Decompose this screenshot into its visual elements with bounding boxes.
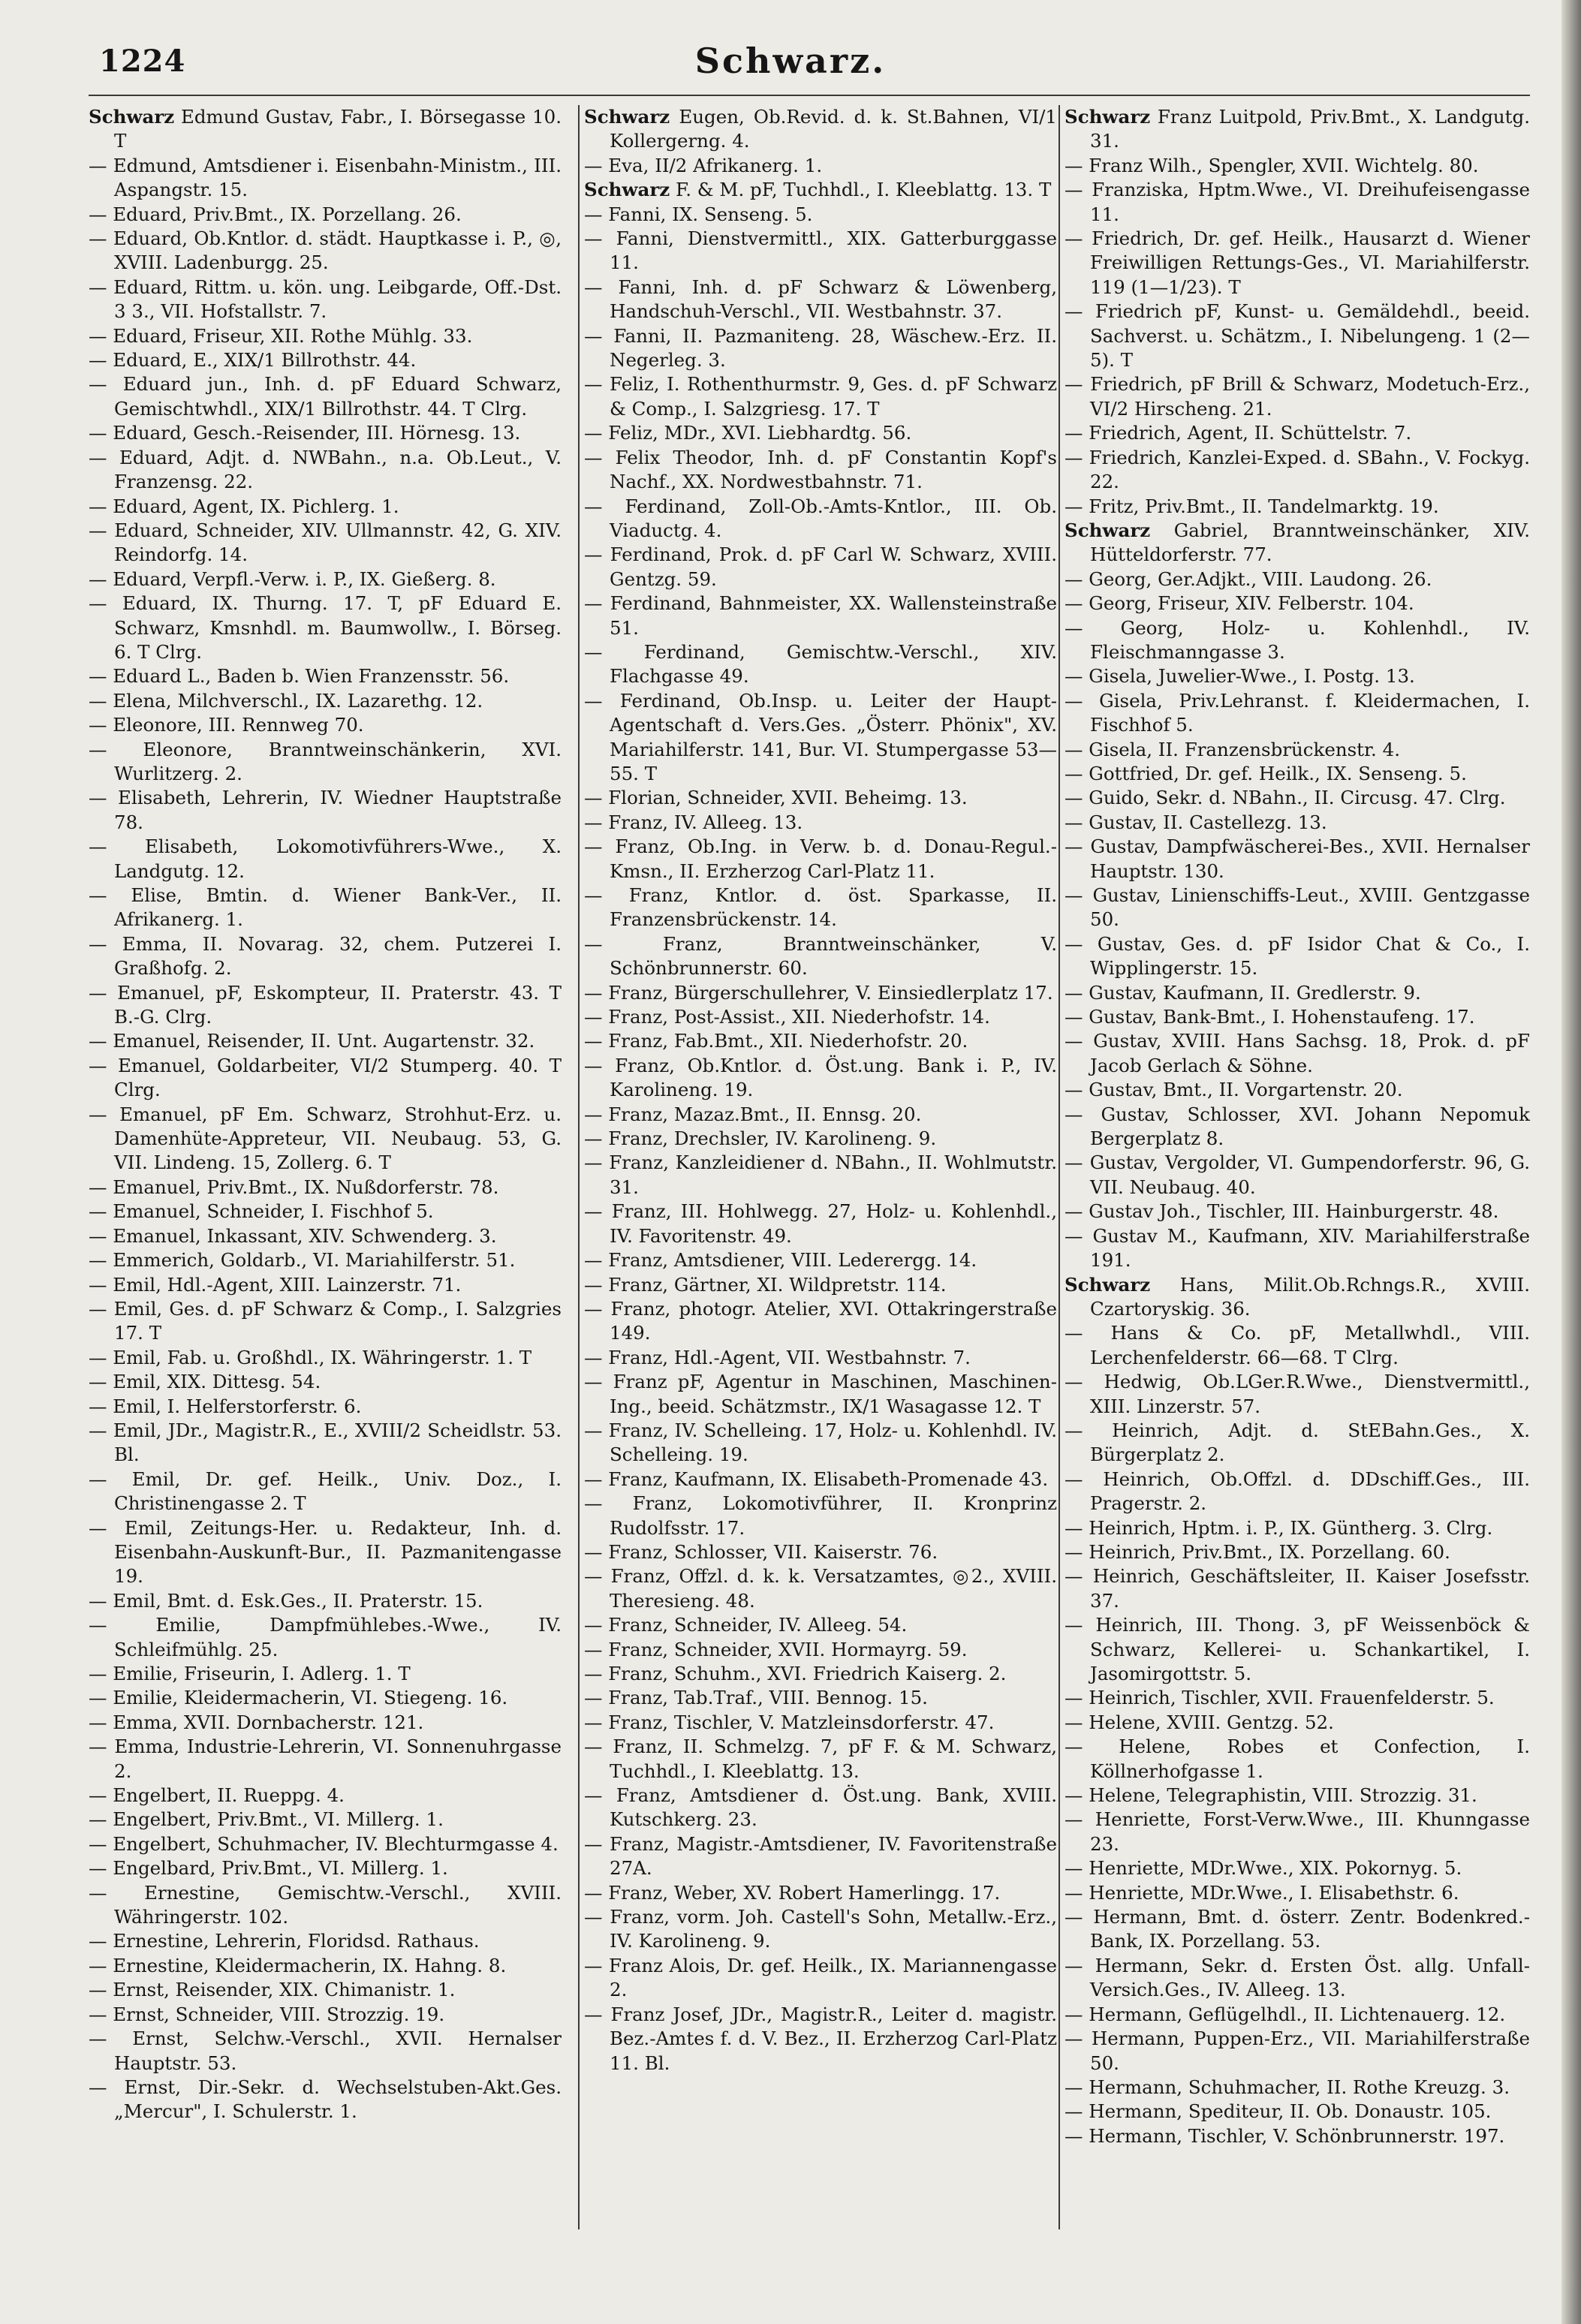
directory-entry: — Heinrich, Geschäftsleiter, II. Kaiser Josefsstr. 37. [1065, 1565, 1530, 1612]
directory-entry: — Emanuel, pF Em. Schwarz, Strohhut-Erz. u. Damenhüte-Appreteur, VII. Neubaug. 53, G. VII. Lindeng. 15, Zollerg. 6. T [89, 1103, 562, 1174]
directory-entry: — Fanni, Inh. d. pF Schwarz & Löwenberg, Handschuh-Verschl., VII. Westbahnstr. 37. [584, 275, 1057, 323]
directory-entry: — Emma, II. Novarag. 32, chem. Putzerei I. Graßhofg. 2. [89, 932, 562, 980]
directory-entry: — Emanuel, pF, Eskompteur, II. Praterstr. 43. T B.-G. Clrg. [89, 981, 562, 1028]
column-1 [89, 105, 562, 2124]
directory-entry: — Henriette, MDr.Wwe., XIX. Pokornyg. 5. [1065, 1857, 1462, 1880]
header-rule [89, 95, 1530, 96]
directory-entry: — Gustav, II. Castellezg. 13. [1065, 811, 1327, 833]
directory-entry: — Hans & Co. pF, Metallwhdl., VIII. Lerchenfelderstr. 66—68. T Clrg. [1065, 1322, 1530, 1368]
directory-entry: — Elisabeth, Lehrerin, IV. Wiedner Hauptstraße 78. [89, 787, 562, 833]
directory-entry: — Eduard, Verpfl.-Verw. i. P., IX. Gießerg. 8. [89, 567, 496, 590]
directory-entry: — Franz Alois, Dr. gef. Heilk., IX. Mariannengasse 2. [584, 1954, 1057, 2001]
directory-entry: — Eduard, Agent, IX. Pichlerg. 1. [89, 495, 399, 517]
surname-head-entry: Schwarz Hans, Milit.Ob.Rchngs.R., XVIII. Czartoryskig. 36. [1065, 1273, 1530, 1320]
directory-entry: — Henriette, MDr.Wwe., I. Elisabethstr. 6. [1065, 1881, 1459, 1904]
directory-entry: — Eduard, Priv.Bmt., IX. Porzellang. 26. [89, 203, 462, 225]
directory-entry: — Gustav, Bank-Bmt., I. Hohenstaufeng. 17. [1065, 1006, 1475, 1028]
directory-entry: — Franz, Gärtner, XI. Wildpretstr. 114. [584, 1273, 947, 1296]
directory-entry: — Helene, XVIII. Gentzg. 52. [1065, 1711, 1334, 1733]
page-number: 1224 [99, 44, 186, 79]
directory-entry: — Eduard, Adjt. d. NWBahn., n.a. Ob.Leut., V. Franzensg. 22. [89, 446, 562, 493]
directory-entry: — Eduard, Friseur, XII. Rothe Mühlg. 33. [89, 324, 473, 347]
directory-entry: — Eva, II/2 Afrikanerg. 1. [584, 154, 823, 176]
directory-entry: — Emanuel, Goldarbeiter, VI/2 Stumperg. 40. T Clrg. [89, 1054, 562, 1101]
directory-entry: — Gisela, II. Franzensbrückenstr. 4. [1065, 738, 1400, 760]
directory-entry: — Elena, Milchverschl., IX. Lazarethg. 12. [89, 689, 483, 712]
surname-keyword: Schwarz [1065, 106, 1151, 128]
directory-entry: — Franz, Amtsdiener, VIII. Lederergg. 14. [584, 1249, 977, 1272]
directory-entry: — Franz, Post-Assist., XII. Niederhofstr. 14. [584, 1006, 990, 1028]
running-title: Schwarz. [694, 41, 887, 81]
directory-entry: — Fritz, Priv.Bmt., II. Tandelmarktg. 19. [1065, 495, 1439, 517]
column-3 [1065, 105, 1530, 2148]
directory-entry: — Eduard, IX. Thurng. 17. T, pF Eduard E. Schwarz, Kmsnhdl. m. Baumwollw., I. Börseg. 6. T Clrg. [89, 592, 562, 663]
directory-entry: — Hermann, Tischler, V. Schönbrunnerstr. 197. [1065, 2124, 1505, 2147]
directory-entry: — Ferdinand, Prok. d. pF Carl W. Schwarz, XVIII. Gentzg. 59. [584, 543, 1057, 590]
directory-entry: — Franz, Fab.Bmt., XII. Niederhofstr. 20. [584, 1030, 968, 1052]
directory-entry: — Fanni, II. Pazmaniteng. 28, Wäschew.-Erz. II. Negerleg. 3. [584, 324, 1057, 372]
directory-entry: — Emanuel, Schneider, I. Fischhof 5. [89, 1200, 434, 1223]
directory-entry: — Franz, Bürgerschullehrer, V. Einsiedlerplatz 17. [584, 981, 1053, 1004]
directory-entry: — Franz, Tab.Traf., VIII. Bennog. 15. [584, 1687, 928, 1709]
directory-entry: — Feliz, MDr., XVI. Liebhardtg. 56. [584, 422, 912, 444]
directory-entry: — Franz, Schneider, XVII. Hormayrg. 59. [584, 1638, 968, 1660]
directory-entry: — Helene, Telegraphistin, VIII. Strozzig. 31. [1065, 1784, 1477, 1807]
directory-entry: — Ernestine, Gemischtw.-Verschl., XVIII. Währingerstr. 102. [89, 1881, 562, 1928]
directory-entry: — Gustav, Kaufmann, II. Gredlerstr. 9. [1065, 981, 1421, 1004]
surname-head-entry: Schwarz Gabriel, Branntweinschänker, XIV. Hütteldorferstr. 77. [1065, 519, 1530, 566]
directory-entry: — Heinrich, Adjt. d. StEBahn.Ges., X. Bürgerplatz 2. [1065, 1419, 1530, 1466]
directory-entry: — Friedrich, pF Brill & Schwarz, Modetuch-Erz., VI/2 Hirscheng. 21. [1065, 373, 1530, 420]
directory-entry: — Heinrich, Hptm. i. P., IX. Güntherg. 3. Clrg. [1065, 1516, 1493, 1539]
directory-entry: — Franz, Schuhm., XVI. Friedrich Kaiserg. 2. [584, 1663, 1007, 1684]
directory-entry: — Ernst, Schneider, VIII. Strozzig. 19. [89, 2003, 445, 2025]
directory-entry: — Eduard, Rittm. u. kön. ung. Leibgarde, Off.-Dst. 3 3., VII. Hofstallstr. 7. [89, 275, 562, 323]
surname-head-entry: Schwarz Franz Luitpold, Priv.Bmt., X. Landgutg. 31. [1065, 106, 1530, 152]
directory-entry: — Gisela, Priv.Lehranst. f. Kleidermachen, I. Fischhof 5. [1065, 689, 1530, 736]
directory-entry: — Franz, Hdl.-Agent, VII. Westbahnstr. 7. [584, 1346, 971, 1368]
directory-entry: — Guido, Sekr. d. NBahn., II. Circusg. 47. Clrg. [1065, 787, 1506, 809]
directory-entry: — Hermann, Puppen-Erz., VII. Mariahilferstraße 50. [1065, 2027, 1530, 2074]
directory-entry: — Franz Wilh., Spengler, XVII. Wichtelg. 80. [1065, 154, 1479, 176]
directory-entry: — Franz, Mazaz.Bmt., II. Ennsg. 20. [584, 1103, 922, 1125]
directory-entry: — Emil, Hdl.-Agent, XIII. Lainzerstr. 71. [89, 1273, 462, 1296]
surname-keyword: Schwarz [1065, 1273, 1151, 1296]
directory-entry: — Franz, Tischler, V. Matzleinsdorferstr. 47. [584, 1711, 995, 1733]
surname-keyword: Schwarz [584, 179, 670, 201]
surname-keyword: Schwarz [584, 106, 670, 128]
directory-entry: — Franziska, Hptm.Wwe., VI. Dreihufeisengasse 11. [1065, 179, 1530, 225]
directory-entry: — Emanuel, Inkassant, XIV. Schwenderg. 3. [89, 1224, 497, 1247]
directory-entry: — Eduard, Ob.Kntlor. d. städt. Hauptkasse i. P., ◎, XVIII. Ladenburgg. 25. [89, 227, 562, 274]
directory-entry: — Felix Theodor, Inh. d. pF Constantin Kopf's Nachf., XX. Nordwestbahnstr. 71. [584, 446, 1057, 493]
directory-entry: — Elisabeth, Lokomotivführers-Wwe., X. Landgutg. 12. [89, 835, 562, 882]
column-2 [584, 105, 1057, 2076]
directory-entry: — Eduard L., Baden b. Wien Franzensstr. 56. [89, 665, 510, 688]
directory-entry: — Gustav, Linienschiffs-Leut., XVIII. Gentzgasse 50. [1065, 884, 1530, 931]
directory-entry: — Hermann, Geflügelhdl., II. Lichtenauerg. 12. [1065, 2003, 1506, 2025]
surname-head-entry: Schwarz Edmund Gustav, Fabr., I. Börsegasse 10. T [89, 106, 562, 152]
directory-entry: — Eleonore, Branntweinschänkerin, XVI. Wurlitzerg. 2. [89, 738, 562, 784]
surname-keyword: Schwarz [1065, 519, 1151, 541]
directory-entry: — Ferdinand, Bahnmeister, XX. Wallensteinstraße 51. [584, 592, 1057, 639]
directory-entry: — Eduard, Gesch.-Reisender, III. Hörnesg. 13. [89, 422, 521, 444]
surname-head-entry: Schwarz Eugen, Ob.Revid. d. k. St.Bahnen, VI/1 Kollergerng. 4. [584, 106, 1057, 152]
directory-entry: — Emil, Zeitungs-Her. u. Redakteur, Inh. d. Eisenbahn-Auskunft-Bur., II. Pazmanitengasse 19. [89, 1516, 562, 1588]
directory-entry: — Friedrich pF, Kunst- u. Gemäldehdl., beeid. Sachverst. u. Schätzm., I. Nibelungeng. 1 (2—5). T [1065, 300, 1530, 372]
directory-entry: — Gustav, Schlosser, XVI. Johann Nepomuk Bergerplatz 8. [1065, 1103, 1530, 1150]
directory-entry: — Hermann, Sekr. d. Ersten Öst. allg. Unfall-Versich.Ges., IV. Alleeg. 13. [1065, 1954, 1530, 2001]
directory-entry: — Engelbert, Priv.Bmt., VI. Millerg. 1. [89, 1808, 444, 1831]
directory-entry: — Franz, vorm. Joh. Castell's Sohn, Metallw.-Erz., IV. Karolineng. 9. [584, 1906, 1057, 1952]
directory-entry: — Heinrich, Tischler, XVII. Frauenfelderstr. 5. [1065, 1687, 1495, 1709]
directory-entry: — Franz, IV. Schelleing. 17, Holz- u. Kohlenhdl. IV. Schelleing. 19. [584, 1419, 1057, 1466]
directory-entry: — Emil, Fab. u. Großhdl., IX. Währingerstr. 1. T [89, 1346, 532, 1368]
directory-entry: — Georg, Ger.Adjkt., VIII. Laudong. 26. [1065, 567, 1432, 590]
directory-entry: — Franz, IV. Alleeg. 13. [584, 811, 803, 833]
directory-entry: — Emanuel, Priv.Bmt., IX. Nußdorferstr. 78. [89, 1176, 499, 1198]
directory-entry: — Franz Josef, JDr., Magistr.R., Leiter d. magistr. Bez.-Amtes f. d. V. Bez., II. Erzherzog Carl-Platz 11. Bl. [584, 2003, 1057, 2074]
directory-entry: — Franz, Kaufmann, IX. Elisabeth-Promenade 43. [584, 1468, 1049, 1490]
directory-entry: — Emil, XIX. Dittesg. 54. [89, 1371, 321, 1393]
directory-entry: — Franz, Ob.Ing. in Verw. b. d. Donau-Regul.-Kmsn., II. Erzherzog Carl-Platz 11. [584, 835, 1057, 882]
directory-entry: — Florian, Schneider, XVII. Beheimg. 13. [584, 787, 968, 809]
directory-entry: — Gustav Joh., Tischler, III. Hainburgerstr. 48. [1065, 1200, 1499, 1223]
directory-entry: — Gustav, Bmt., II. Vorgartenstr. 20. [1065, 1079, 1403, 1101]
directory-entry: — Ernestine, Lehrerin, Floridsd. Rathaus. [89, 1930, 480, 1952]
directory-entry: — Franz, Kanzleidiener d. NBahn., II. Wohlmutstr. 31. [584, 1151, 1057, 1198]
column-divider-1 [578, 105, 580, 2229]
directory-entry: — Franz, Offzl. d. k. k. Versatzamtes, ◎2., XVIII. Theresieng. 48. [584, 1565, 1057, 1612]
directory-entry: — Hedwig, Ob.LGer.R.Wwe., Dienstvermittl., XIII. Linzerstr. 57. [1065, 1371, 1530, 1417]
directory-entry: — Ferdinand, Gemischtw.-Verschl., XIV. Flachgasse 49. [584, 640, 1057, 688]
directory-entry: — Ernestine, Kleidermacherin, IX. Hahng. 8. [89, 1954, 507, 1976]
directory-entry: — Franz, Magistr.-Amtsdiener, IV. Favoritenstraße 27A. [584, 1832, 1057, 1880]
directory-entry: — Emilie, Kleidermacherin, VI. Stiegeng. 16. [89, 1687, 508, 1709]
directory-entry: — Friedrich, Kanzlei-Exped. d. SBahn., V. Fockyg. 22. [1065, 446, 1530, 493]
directory-entry: — Franz, Amtsdiener d. Öst.ung. Bank, XVIII. Kutschkerg. 23. [584, 1784, 1057, 1831]
directory-entry: — Engelbard, Priv.Bmt., VI. Millerg. 1. [89, 1857, 448, 1880]
directory-entry: — Fanni, IX. Senseng. 5. [584, 203, 813, 225]
directory-entry: — Hermann, Spediteur, II. Ob. Donaustr. 105. [1065, 2100, 1492, 2123]
directory-entry: — Heinrich, Priv.Bmt., IX. Porzellang. 60. [1065, 1540, 1450, 1563]
directory-entry: — Franz, Branntweinschänker, V. Schönbrunnerstr. 60. [584, 932, 1057, 980]
directory-entry: — Emilie, Friseurin, I. Adlerg. 1. T [89, 1663, 411, 1684]
directory-entry: — Franz, III. Hohlwegg. 27, Holz- u. Kohlenhdl., IV. Favoritenstr. 49. [584, 1200, 1057, 1247]
directory-entry: — Franz, Schlosser, VII. Kaiserstr. 76. [584, 1540, 938, 1563]
directory-entry: — Engelbert, Schuhmacher, IV. Blechturmgasse 4. [89, 1832, 559, 1855]
column-divider-2 [1059, 105, 1060, 2229]
directory-entry: — Elise, Bmtin. d. Wiener Bank-Ver., II. Afrikanerg. 1. [89, 884, 562, 931]
directory-entry: — Gustav, Vergolder, VI. Gumpendorferstr. 96, G. VII. Neubaug. 40. [1065, 1151, 1530, 1198]
directory-entry: — Franz pF, Agentur in Maschinen, Maschinen-Ing., beeid. Schätzmstr., IX/1 Wasagasse 12. T [584, 1371, 1057, 1417]
directory-entry: — Feliz, I. Rothenthurmstr. 9, Ges. d. pF Schwarz & Comp., I. Salzgriesg. 17. T [584, 373, 1057, 420]
directory-entry: — Gottfried, Dr. gef. Heilk., IX. Senseng. 5. [1065, 762, 1467, 784]
directory-entry: — Gustav M., Kaufmann, XIV. Mariahilferstraße 191. [1065, 1224, 1530, 1272]
directory-entry: — Emilie, Dampfmühlebes.-Wwe., IV. Schleifmühlg. 25. [89, 1614, 562, 1660]
directory-entry: — Emma, Industrie-Lehrerin, VI. Sonnenuhrgasse 2. [89, 1735, 562, 1782]
directory-entry: — Fanni, Dienstvermittl., XIX. Gatterburggasse 11. [584, 227, 1057, 274]
directory-entry: — Gustav, XVIII. Hans Sachsg. 18, Prok. d. pF Jacob Gerlach & Söhne. [1065, 1030, 1530, 1076]
directory-entry: — Heinrich, Ob.Offzl. d. DDschiff.Ges., III. Pragerstr. 2. [1065, 1468, 1530, 1515]
directory-entry: — Edmund, Amtsdiener i. Eisenbahn-Ministm., III. Aspangstr. 15. [89, 154, 562, 201]
directory-entry: — Franz, Ob.Kntlor. d. Öst.ung. Bank i. P., IV. Karolineng. 19. [584, 1054, 1057, 1101]
directory-entry: — Eleonore, III. Rennweg 70. [89, 714, 364, 736]
directory-entry: — Emanuel, Reisender, II. Unt. Augartenstr. 32. [89, 1030, 535, 1052]
directory-entry: — Franz, Kntlor. d. öst. Sparkasse, II. Franzensbrückenstr. 14. [584, 884, 1057, 931]
directory-entry: — Franz, II. Schmelzg. 7, pF F. & M. Schwarz, Tuchhdl., I. Kleeblattg. 13. [584, 1735, 1057, 1782]
directory-entry: — Franz, Drechsler, IV. Karolineng. 9. [584, 1127, 937, 1150]
directory-entry: — Emil, Dr. gef. Heilk., Univ. Doz., I. Christinengasse 2. T [89, 1468, 562, 1515]
directory-entry: — Emil, Bmt. d. Esk.Ges., II. Praterstr. 15. [89, 1589, 483, 1612]
directory-entry: — Helene, Robes et Confection, I. Köllnerhofgasse 1. [1065, 1735, 1530, 1782]
directory-entry: — Gustav, Dampfwäscherei-Bes., XVII. Hernalser Hauptstr. 130. [1065, 835, 1530, 882]
page-edge-shadow [1561, 0, 1581, 2324]
directory-entry: — Ferdinand, Ob.Insp. u. Leiter der Haupt-Agentschaft d. Vers.Ges. „Österr. Phönix", XV. Mariahilferstr. 141, Bur. VI. Stumpergasse 53—55. T [584, 689, 1057, 784]
directory-entry: — Emmerich, Goldarb., VI. Mariahilferstr. 51. [89, 1249, 516, 1272]
directory-entry: — Emil, Ges. d. pF Schwarz & Comp., I. Salzgries 17. T [89, 1297, 562, 1344]
directory-entry: — Ernst, Reisender, XIX. Chimanistr. 1. [89, 1979, 456, 2001]
directory-entry: — Georg, Friseur, XIV. Felberstr. 104. [1065, 592, 1414, 615]
directory-entry: — Eduard, E., XIX/1 Billrothstr. 44. [89, 349, 417, 372]
directory-entry: — Emil, JDr., Magistr.R., E., XVIII/2 Scheidlstr. 53. Bl. [89, 1419, 562, 1466]
directory-entry: — Franz, Schneider, IV. Alleeg. 54. [584, 1614, 908, 1636]
directory-entry: — Hermann, Schuhmacher, II. Rothe Kreuzg. 3. [1065, 2076, 1510, 2098]
directory-entry: — Friedrich, Dr. gef. Heilk., Hausarzt d. Wiener Freiwilligen Rettungs-Ges., VI. Mariahilferstr. 119 (1—1/23). T [1065, 227, 1530, 298]
surname-head-entry: Schwarz F. & M. pF, Tuchhdl., I. Kleeblattg. 13. T [584, 179, 1052, 201]
directory-entry: — Emil, I. Helferstorferstr. 6. [89, 1395, 362, 1417]
directory-entry: — Georg, Holz- u. Kohlenhdl., IV. Fleischmanngasse 3. [1065, 616, 1530, 663]
directory-entry: — Heinrich, III. Thong. 3, pF Weissenböck & Schwarz, Kellerei- u. Schankartikel, I. Jasomirgottstr. 5. [1065, 1614, 1530, 1684]
surname-keyword: Schwarz [89, 106, 175, 128]
directory-entry: — Franz, photogr. Atelier, XVI. Ottakringerstraße 149. [584, 1297, 1057, 1344]
directory-entry: — Gisela, Juwelier-Wwe., I. Postg. 13. [1065, 665, 1415, 688]
directory-entry: — Emma, XVII. Dornbacherstr. 121. [89, 1711, 424, 1733]
directory-entry: — Engelbert, II. Rueppg. 4. [89, 1784, 345, 1807]
directory-entry: — Eduard jun., Inh. d. pF Eduard Schwarz, Gemischtwhdl., XIX/1 Billrothstr. 44. T Clrg. [89, 373, 562, 420]
directory-entry: — Franz, Weber, XV. Robert Hamerlingg. 17. [584, 1881, 1001, 1904]
directory-entry: — Henriette, Forst-Verw.Wwe., III. Khunngasse 23. [1065, 1808, 1530, 1855]
directory-entry: — Franz, Lokomotivführer, II. Kronprinz Rudolfsstr. 17. [584, 1492, 1057, 1539]
directory-entry: — Gustav, Ges. d. pF Isidor Chat & Co., I. Wipplingerstr. 15. [1065, 932, 1530, 980]
directory-entry: — Eduard, Schneider, XIV. Ullmannstr. 42, G. XIV. Reindorfg. 14. [89, 519, 562, 566]
directory-entry: — Ferdinand, Zoll-Ob.-Amts-Kntlor., III. Ob. Viaductg. 4. [584, 495, 1057, 541]
directory-entry: — Ernst, Dir.-Sekr. d. Wechselstuben-Akt.Ges. „Mercur", I. Schulerstr. 1. [89, 2076, 562, 2123]
directory-entry: — Ernst, Selchw.-Verschl., XVII. Hernalser Hauptstr. 53. [89, 2027, 562, 2074]
directory-entry: — Hermann, Bmt. d. österr. Zentr. Bodenkred.-Bank, IX. Porzellang. 53. [1065, 1906, 1530, 1952]
directory-entry: — Friedrich, Agent, II. Schüttelstr. 7. [1065, 422, 1412, 444]
